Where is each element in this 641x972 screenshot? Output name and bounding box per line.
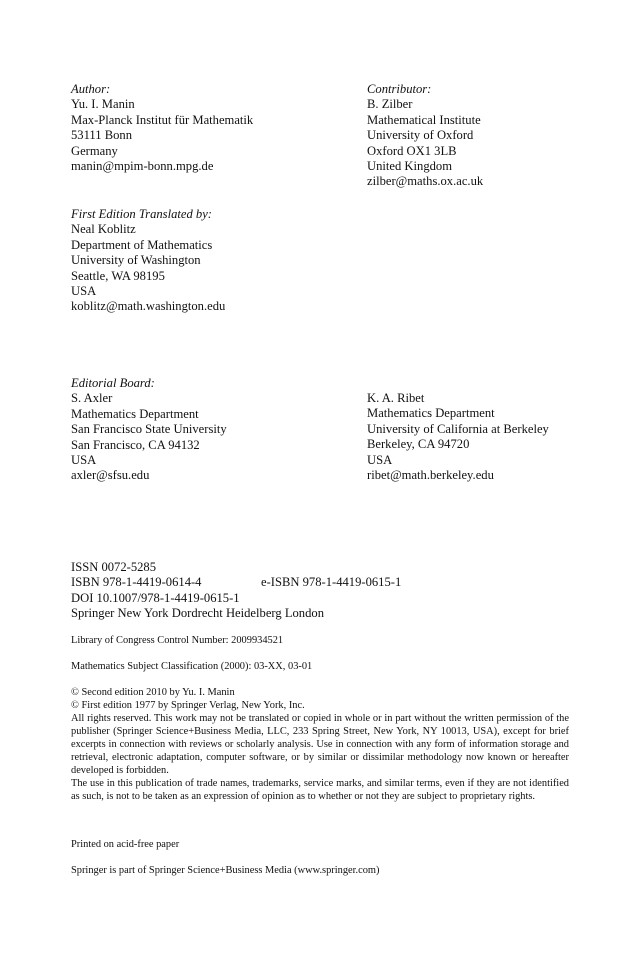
editor-axler-university: San Francisco State University [71,422,227,437]
contributor-institute: Mathematical Institute [367,112,481,127]
contributor-postcode: Oxford OX1 3LB [367,143,457,158]
contributor-university: University of Oxford [367,128,474,143]
author-name: Yu. I. Manin [71,97,135,112]
editor-axler-country: USA [71,453,97,468]
translator-university: University of Washington [71,253,201,268]
translator-name: Neal Koblitz [71,222,136,237]
copyright-first-edition: © First edition 1977 by Springer Verlag, New York, Inc. [71,700,305,711]
editor-ribet-city: Berkeley, CA 94720 [367,437,470,452]
author-city: 53111 Bonn [71,128,132,143]
editorial-board-right [367,391,549,483]
issn: ISSN 0072-5285 [71,560,157,574]
translator-heading: First Edition Translated by: [71,207,212,221]
contributor-email: zilber@maths.ox.ac.uk [367,174,484,189]
editor-axler-email: axler@sfsu.edu [71,468,150,483]
contributor-country: United Kingdom [367,159,453,174]
isbn-row [71,575,401,590]
author-block [71,82,253,174]
translator-city: Seattle, WA 98195 [71,268,165,283]
author-email: manin@mpim-bonn.mpg.de [71,159,214,174]
translator-block [71,207,225,315]
isbn: ISBN 978-1-4419-0614-4 [71,575,202,590]
editor-ribet-name: K. A. Ribet [367,391,425,405]
editor-axler-city: San Francisco, CA 94132 [71,437,200,452]
copyright-block [71,686,569,803]
contributor-block [367,82,483,190]
eisbn: e-ISBN 978-1-4419-0615-1 [261,575,402,590]
publisher-locations: Springer New York Dordrecht Heidelberg London [71,606,324,621]
copyright-second-edition: © Second edition 2010 by Yu. I. Manin [71,687,235,698]
author-heading: Author: [71,82,111,96]
editor-axler-department: Mathematics Department [71,406,199,421]
contributor-name: B. Zilber [367,97,413,112]
editor-ribet-university: University of California at Berkeley [367,421,549,436]
springer-note: Springer is part of Springer Science+Business Media (www.springer.com) [71,865,380,876]
loc-control-number: Library of Congress Control Number: 2009934521 [71,635,284,646]
editor-axler-name: S. Axler [71,391,113,406]
author-institute: Max-Planck Institut für Mathematik [71,112,254,127]
printed-note: Printed on acid-free paper [71,839,180,850]
trademark-statement: The use in this publication of trade names, trademarks, service marks, and similar terms, even if they are not identified as such, is not to be taken as an expression of opinion as to whether or not they are subject to proprietary rights. [71,778,569,802]
translator-email: koblitz@math.washington.edu [71,299,226,314]
doi: DOI 10.1007/978-1-4419-0615-1 [71,590,240,605]
editorial-board-heading: Editorial Board: [71,376,155,390]
translator-department: Department of Mathematics [71,237,213,252]
contributor-heading: Contributor: [367,82,432,96]
identifiers-block [71,560,401,622]
editor-ribet-email: ribet@math.berkeley.edu [367,468,494,483]
translator-country: USA [71,284,97,299]
editor-ribet-department: Mathematics Department [367,406,495,421]
rights-statement: All rights reserved. This work may not be translated or copied in whole or in part without the written permission of the publisher (Springer Science+Business Media, LLC, 233 Spring Street, New York, NY 10013, USA), except for brief excerpts in connection with reviews or scholarly analysis. Use in connection with any form of information storage and retrieval, electronic adaptation, computer software, or by similar or dissimilar methodology now known or hereafter developed is forbidden. [71,713,569,776]
author-country: Germany [71,143,118,158]
editor-ribet-country: USA [367,452,393,467]
editorial-board-left [71,376,227,484]
subject-classification: Mathematics Subject Classification (2000): 03-XX, 03-01 [71,661,313,672]
